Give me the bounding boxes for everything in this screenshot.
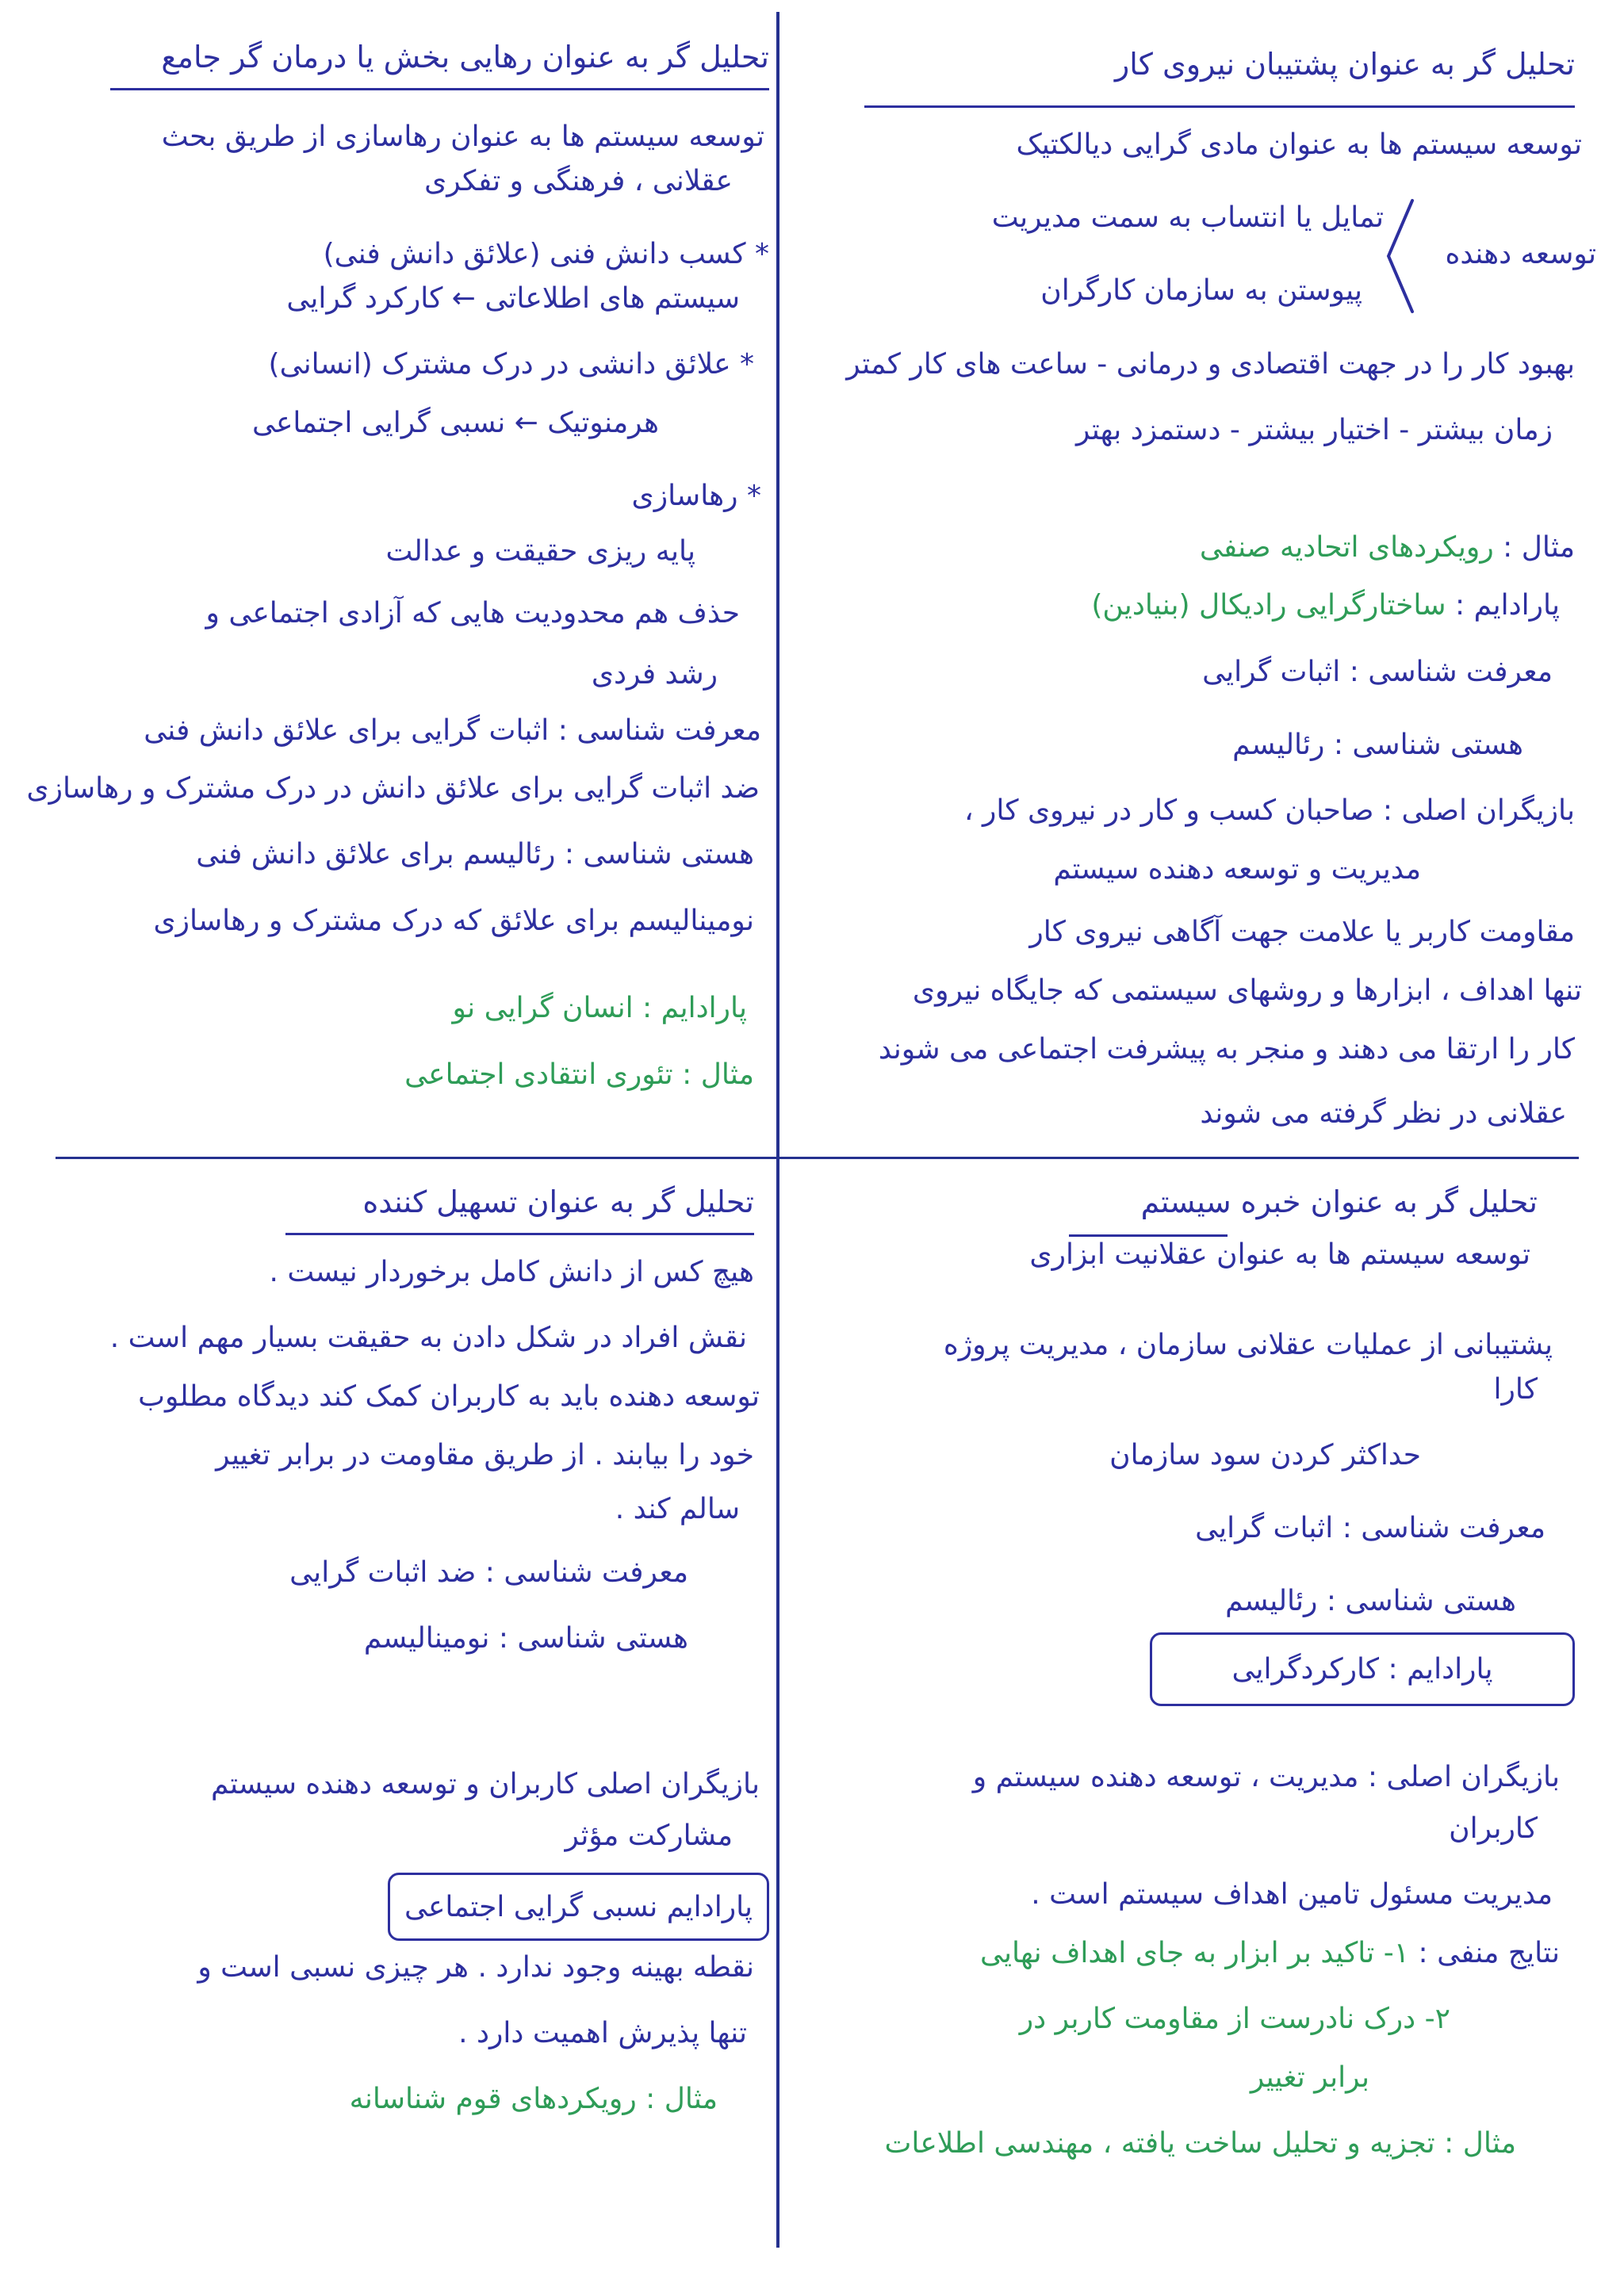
section-title: تحلیل گر به عنوان رهایی بخش یا درمان گر جامع [161, 40, 769, 75]
text-line: کارا [1493, 1373, 1538, 1406]
section-title: تحلیل گر به عنوان خبره سیستم [1140, 1184, 1538, 1219]
text-line: کاربران [1449, 1812, 1538, 1845]
text-line: زمان بیشتر - اختیار بیشتر - دستمزد بهتر [1075, 414, 1553, 446]
text-line: هرمنوتیک ← نسبی گرایی اجتماعی [251, 407, 659, 439]
title-underline [864, 105, 1575, 108]
paradigm-line [1091, 588, 1560, 623]
text-line: * کسب دانش فنی (علائق دانش فنی) [323, 238, 769, 270]
text-line: عقلانی در نظر گرفته می شوند [1200, 1097, 1567, 1130]
text-line: رشد فردی [591, 658, 718, 691]
example-line [1200, 530, 1575, 565]
line-value: ۱- تاکید بر ابزار به جای اهداف نهایی [980, 1937, 1410, 1969]
text-line: هیچ کس از دانش کامل برخوردار نیست . [269, 1256, 754, 1288]
text-line: سیستم های اطلاعاتی ← کارکرد گرایی [286, 282, 740, 315]
text-line: * علائق دانشی در درک مشترک (انسانی) [268, 348, 754, 381]
example-line: مثال : تئوری انتقادی اجتماعی [404, 1058, 754, 1091]
text-line: بازیگران اصلی : مدیریت ، توسعه دهنده سیستم و [972, 1761, 1560, 1793]
text-line: خود را بیابند . از طریق مقاومت در برابر تغییر [216, 1439, 754, 1471]
text-line: مقاومت کاربر یا علامت جهت آگاهی نیروی کار [1029, 916, 1575, 948]
text-line: بهبود کار را در جهت اقتصادی و درمانی - ساعت های کار کمتر [846, 348, 1575, 381]
section-title: تحلیل گر به عنوان تسهیل کننده [362, 1184, 754, 1219]
text-line: ضد اثبات گرایی برای علائق دانش در درک مشترک و رهاسازی [26, 772, 760, 805]
text-line: مدیریت و توسعه دهنده سیستم [1053, 853, 1421, 886]
negative-results-line [980, 1936, 1560, 1971]
text-line: مشارکت مؤثر [565, 1820, 733, 1852]
text-line: برابر تغییر [1250, 2061, 1369, 2094]
text-line: توسعه سیستم ها به عنوان رهاسازی از طریق بحث [161, 121, 764, 153]
text-line: توسعه دهنده [1445, 238, 1596, 270]
brace-icon [1384, 197, 1415, 315]
section-title: تحلیل گر به عنوان پشتیبان نیروی کار [1114, 47, 1575, 82]
text-line: عقلانی ، فرهنگی و تفکری [424, 165, 733, 197]
text-line: معرفت شناسی : اثبات گرایی [1202, 656, 1553, 688]
text-line: توسعه دهنده باید به کاربران کمک کند دیدگاه مطلوب [138, 1380, 760, 1413]
line-value: ساختارگرایی رادیکال (بنیادین) [1091, 589, 1446, 622]
text-line: مدیریت مسئول تامین اهداف سیستم است . [1031, 1878, 1553, 1911]
text-line: توسعه سیستم ها به عنوان عقلانیت ابزاری [1029, 1238, 1530, 1271]
text-line: تنها پذیرش اهمیت دارد . [458, 2017, 747, 2049]
text-line: توسعه سیستم ها به عنوان مادی گرایی دیالکتیک [1016, 128, 1582, 161]
text-line: بازیگران اصلی : صاحبان کسب و کار در نیروی کار ، [963, 794, 1575, 827]
text-line: نقش افراد در شکل دادن به حقیقت بسیار مهم است . [109, 1322, 747, 1354]
text-line: هستی شناسی : رئالیسم [1225, 1585, 1516, 1617]
text-line: حداکثر کردن سود سازمان [1109, 1439, 1421, 1471]
title-underline [1069, 1234, 1228, 1237]
text-line: نومینالیسم برای علائق که درک مشترک و رهاسازی [153, 905, 754, 937]
text-line: حذف هم محدودیت هایی که آزادی اجتماعی و [205, 597, 740, 629]
text-line: هستی شناسی : رئالیسم برای علائق دانش فنی [196, 838, 754, 871]
text-line: معرفت شناسی : اثبات گرایی [1195, 1512, 1545, 1544]
text-line: معرفت شناسی : اثبات گرایی برای علائق دانش فنی [144, 714, 761, 747]
text-line: ۲- درک نادرست از مقاومت کاربر در [1019, 2003, 1450, 2035]
text-line: سالم کند . [615, 1493, 740, 1525]
text-line: معرفت شناسی : ضد اثبات گرایی [289, 1556, 688, 1589]
text-line: نقطه بهینه وجود ندارد . هر چیزی نسبی است و [197, 1951, 754, 1984]
horizontal-divider [56, 1157, 1579, 1159]
text-line: پیوستن به سازمان کارگران [1040, 274, 1362, 307]
text-line: بازیگران اصلی کاربران و توسعه دهنده سیستم [211, 1768, 760, 1800]
example-line: مثال : رویکردهای قوم شناسانه [349, 2083, 718, 2115]
text-line: هستی شناسی : نومینالیسم [363, 1622, 688, 1655]
paradigm-box: پارادایم : کارکردگرایی [1150, 1632, 1575, 1706]
text-line: پشتیبانی از عملیات عقلانی سازمان ، مدیریت پروژه [943, 1329, 1553, 1361]
line-label: پارادایم : [1455, 589, 1560, 622]
text-line: تنها اهداف ، ابزارها و روشهای سیستمی که جایگاه نیروی [912, 974, 1582, 1007]
line-label: مثال : [1503, 531, 1575, 564]
text-line: * رهاسازی [631, 480, 761, 512]
example-line: مثال : تجزیه و تحلیل ساخت یافته ، مهندسی اطلاعات [884, 2127, 1516, 2160]
paradigm-box: پارادایم نسبی گرایی اجتماعی [388, 1873, 769, 1941]
vertical-divider [776, 12, 779, 2248]
text-line: تمایل یا انتساب به سمت مدیریت [991, 201, 1384, 234]
line-label: نتایج منفی : [1418, 1937, 1560, 1969]
text-line: کار را ارتقا می دهند و منجر به پیشرفت اجتماعی می شوند [878, 1033, 1575, 1066]
title-underline [285, 1233, 754, 1235]
text-line: هستی شناسی : رئالیسم [1232, 729, 1523, 761]
text-line: پایه ریزی حقیقت و عدالت [385, 535, 695, 568]
paradigm-line: پارادایم : انسان گرایی نو [452, 992, 747, 1024]
title-underline [110, 88, 769, 90]
line-value: رویکردهای اتحادیه صنفی [1199, 531, 1494, 564]
